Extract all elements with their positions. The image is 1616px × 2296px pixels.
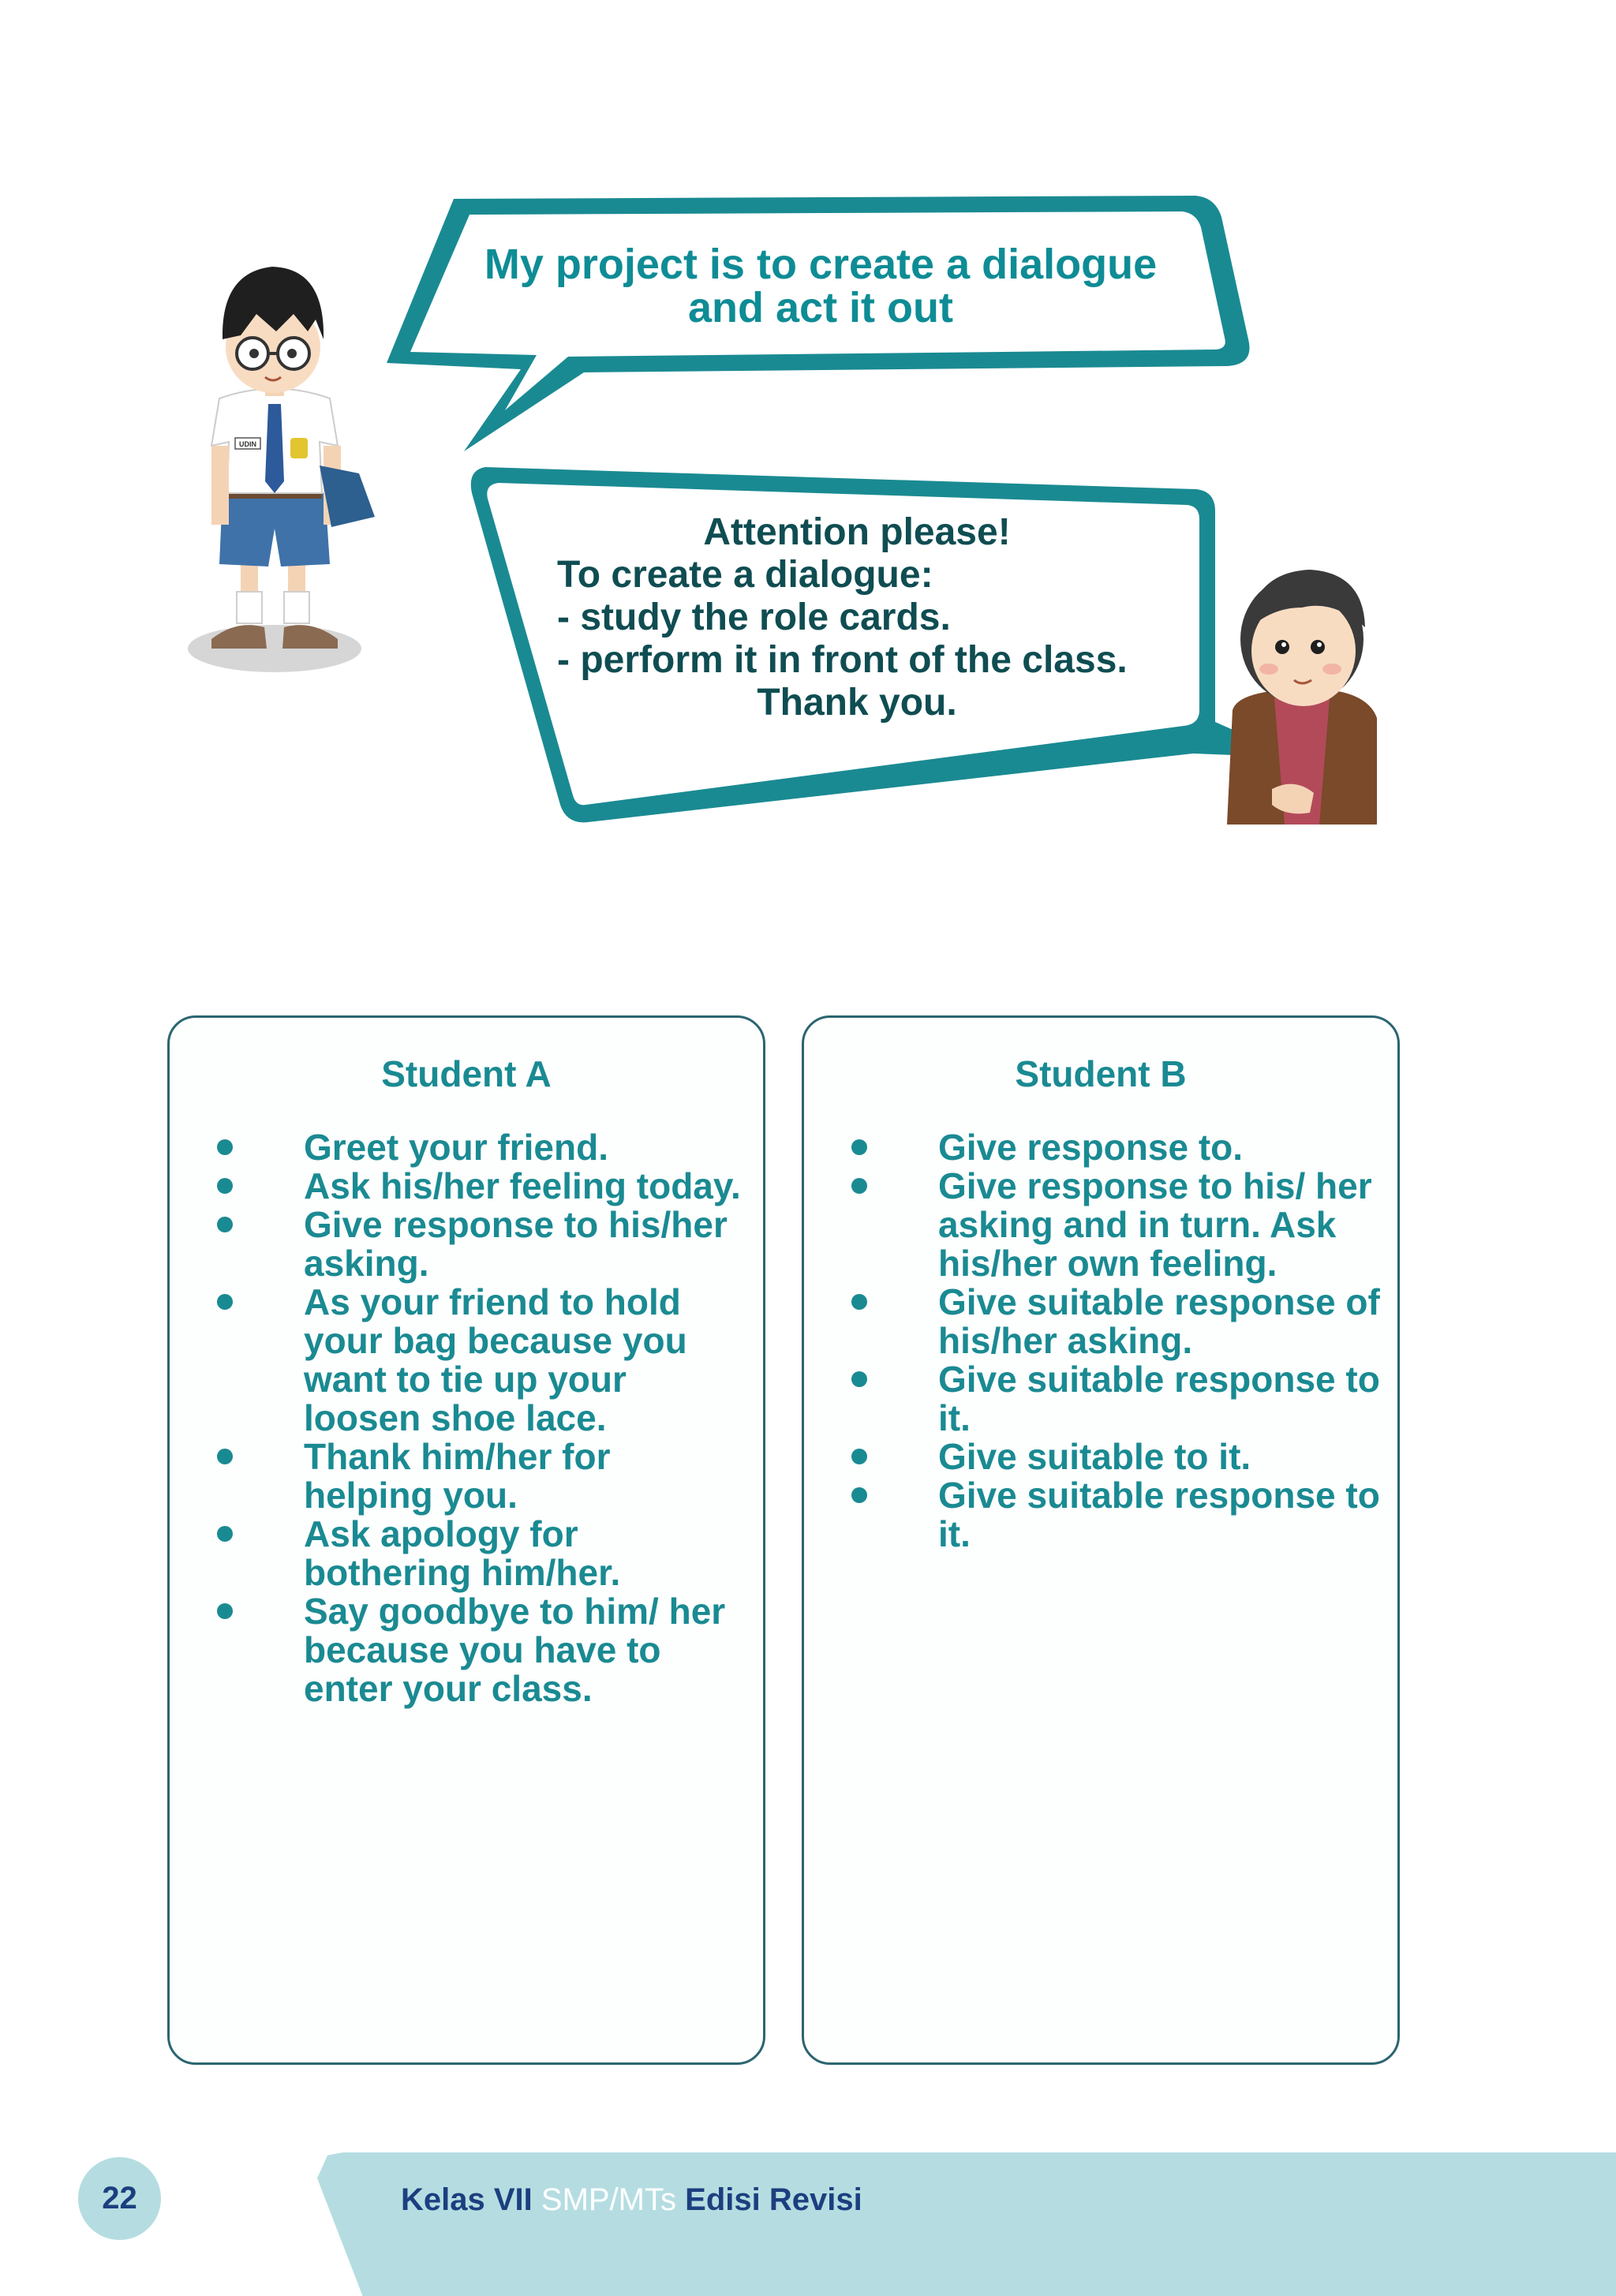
- bullet-icon: [217, 1178, 233, 1194]
- list-item: Give response to his/ her asking and in turn. Ask his/her own feeling.: [851, 1167, 1382, 1283]
- list-item: Give suitable response of his/her asking.: [851, 1283, 1382, 1360]
- bullet-icon: [217, 1217, 233, 1232]
- closing-line: Thank you.: [757, 682, 957, 724]
- footer-book-title: [401, 2182, 862, 2218]
- bubble-top-text: [442, 243, 1199, 330]
- list-item: Give suitable response to it.: [851, 1476, 1382, 1554]
- footer-band: [317, 2152, 1616, 2296]
- bullet-icon: [217, 1139, 233, 1155]
- list-item: Thank him/her for helping you.: [217, 1438, 747, 1515]
- bullet-icon: [851, 1294, 867, 1310]
- list-item: Give suitable to it.: [851, 1438, 1382, 1476]
- teacher-illustration: [1227, 570, 1377, 825]
- bullet-icon: [217, 1603, 233, 1619]
- page-number: 22: [78, 2157, 161, 2240]
- list-item: Give suitable response to it.: [851, 1360, 1382, 1438]
- card-title-student-a: Student A: [381, 1053, 552, 1094]
- instruction-line-1: To create a dialogue:: [557, 554, 933, 596]
- bullet-icon: [851, 1178, 867, 1194]
- role-card-student-a: [167, 1015, 765, 2065]
- bullet-icon: [851, 1371, 867, 1387]
- list-item: Give response to his/her asking.: [217, 1206, 747, 1283]
- footer-school: SMP/MTs: [541, 2182, 677, 2217]
- list-item: Greet your friend.: [217, 1128, 747, 1167]
- student-a-task-list: [217, 1128, 747, 1708]
- bubble-top-line-2: and act it out: [688, 284, 953, 331]
- attention-heading: Attention please!: [703, 511, 1011, 553]
- bullet-icon: [851, 1487, 867, 1503]
- bullet-icon: [217, 1294, 233, 1310]
- instruction-line-2: - study the role cards.: [557, 596, 951, 638]
- list-item: Ask apology for bothering him/her.: [217, 1515, 747, 1592]
- bullet-icon: [851, 1449, 867, 1464]
- list-item: Say goodbye to him/ her because you have to enter your class.: [217, 1592, 747, 1708]
- bubble-top-line-1: My project is to create a dialogue: [484, 241, 1158, 288]
- bullet-icon: [217, 1526, 233, 1542]
- footer-kelas: Kelas VII: [401, 2182, 533, 2217]
- list-item: As your friend to hold your bag because you want to tie up your loosen shoe lace.: [217, 1283, 747, 1438]
- role-card-student-b: [802, 1015, 1400, 2065]
- name-tag-text: UDIN: [239, 440, 256, 448]
- list-item: Give response to.: [851, 1128, 1382, 1167]
- bullet-icon: [851, 1139, 867, 1155]
- bullet-icon: [217, 1449, 233, 1464]
- card-title-student-b: Student B: [1015, 1053, 1187, 1094]
- student-b-task-list: [851, 1128, 1382, 1554]
- list-item: Ask his/her feeling today.: [217, 1167, 747, 1206]
- instruction-line-3: - perform it in front of the class.: [557, 639, 1128, 681]
- footer-edition: Edisi Revisi: [685, 2182, 862, 2217]
- student-boy-illustration: [188, 267, 375, 672]
- bubble-middle-text: [557, 511, 1157, 724]
